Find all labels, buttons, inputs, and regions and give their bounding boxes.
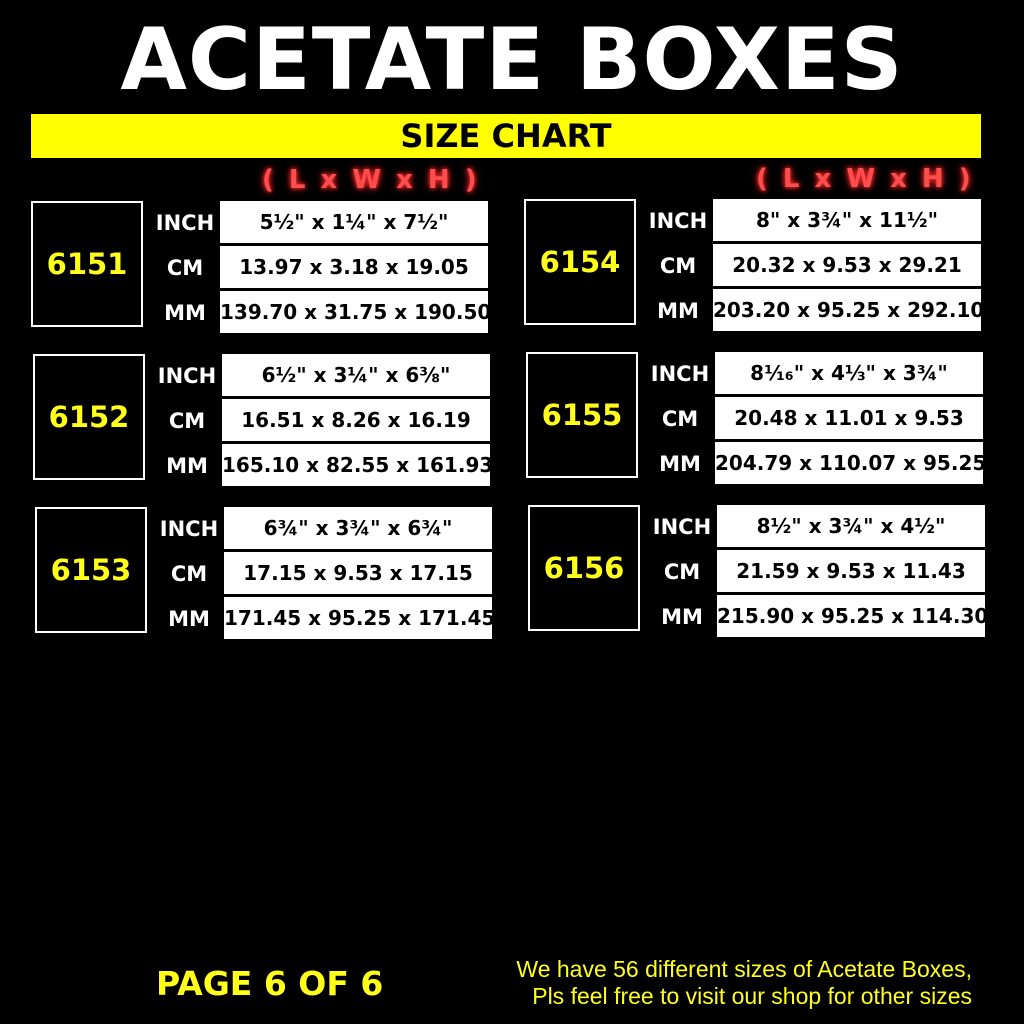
unit-label-cm: CM [168,409,206,433]
unit-label-cm: CM [663,560,701,584]
size-value-cm: 17.15 x 9.53 x 17.15 [224,552,492,594]
dimension-label-right: ( L x W x H ) [756,164,974,194]
unit-label-mm: MM [164,301,206,325]
unit-label-mm: MM [661,605,703,629]
product-code-box [528,505,640,631]
unit-label-cm: CM [170,562,208,586]
unit-label-mm: MM [657,299,699,323]
page-indicator: PAGE 6 OF 6 [156,964,384,1003]
footer-note-line-1: We have 56 different sizes of Acetate Boxes, [516,956,972,982]
size-value-inch: 6¾" x 3¾" x 6¾" [224,507,492,549]
unit-label-cm: CM [166,256,204,280]
size-value-cm: 20.48 x 11.01 x 9.53 [715,397,983,439]
unit-label-cm: CM [659,254,697,278]
size-value-cm: 20.32 x 9.53 x 29.21 [713,244,981,286]
unit-label-inch: INCH [155,211,215,235]
unit-label-inch: INCH [648,209,708,233]
size-block-6153 [35,507,495,641]
size-block-6154 [524,199,984,333]
product-code: 6153 [50,553,132,587]
unit-label-inch: INCH [652,515,712,539]
unit-label-cm: CM [661,407,699,431]
size-value-inch: 5½" x 1¼" x 7½" [220,201,488,243]
unit-label-inch: INCH [159,517,219,541]
size-value-cm: 21.59 x 9.53 x 11.43 [717,550,985,592]
size-value-inch: 6½" x 3¼" x 6⅜" [222,354,490,396]
product-code: 6151 [46,247,128,281]
product-code: 6152 [48,400,130,434]
size-value-inch: 8¹⁄₁₆" x 4⅓" x 3¾" [715,352,983,394]
unit-label-mm: MM [659,452,701,476]
dimension-label-left: ( L x W x H ) [262,165,480,195]
unit-label-inch: INCH [650,362,710,386]
product-code: 6155 [541,398,623,432]
size-value-mm: 215.90 x 95.25 x 114.30 [717,595,985,637]
size-value-mm: 203.20 x 95.25 x 292.10 [713,289,981,331]
page-title: ACETATE BOXES [120,10,904,110]
size-value-cm: 13.97 x 3.18 x 19.05 [220,246,488,288]
size-block-6156 [528,505,988,639]
size-value-mm: 165.10 x 82.55 x 161.93 [222,444,490,486]
unit-label-mm: MM [166,454,208,478]
size-chart-banner: SIZE CHART [31,114,981,158]
size-value-mm: 171.45 x 95.25 x 171.45 [224,597,492,639]
footer-note [516,956,972,1010]
product-code-box [35,507,147,633]
product-code-box [33,354,145,480]
product-code-box [526,352,638,478]
product-code: 6154 [539,245,621,279]
size-value-mm: 139.70 x 31.75 x 190.50 [220,291,488,333]
unit-label-inch: INCH [157,364,217,388]
size-block-6152 [33,354,493,488]
size-value-cm: 16.51 x 8.26 x 16.19 [222,399,490,441]
product-code: 6156 [543,551,625,585]
product-code-box [31,201,143,327]
footer-note-line-2: Pls feel free to visit our shop for other sizes [532,983,972,1009]
size-value-inch: 8½" x 3¾" x 4½" [717,505,985,547]
product-code-box [524,199,636,325]
size-value-mm: 204.79 x 110.07 x 95.25 [715,442,983,484]
size-block-6155 [526,352,986,486]
size-block-6151 [31,201,491,335]
size-value-inch: 8" x 3¾" x 11½" [713,199,981,241]
unit-label-mm: MM [168,607,210,631]
